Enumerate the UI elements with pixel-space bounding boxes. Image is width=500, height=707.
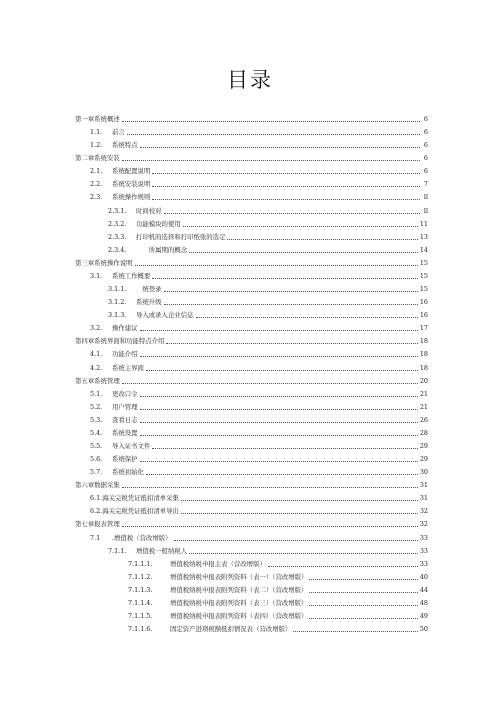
toc-dot-leader — [127, 134, 420, 135]
toc-entry[interactable] — [108, 245, 428, 256]
toc-entry[interactable] — [75, 258, 428, 269]
toc-dot-leader — [140, 435, 418, 436]
toc-entry[interactable] — [90, 454, 428, 465]
toc-dot-leader — [174, 540, 418, 541]
toc-entry-label: 导入或录入企业信息 — [136, 311, 194, 320]
toc-entry-page: 31 — [419, 481, 428, 490]
toc-entry[interactable] — [90, 441, 428, 452]
toc-dot-leader — [140, 422, 418, 423]
toc-entry-number: 5.6. — [90, 455, 103, 464]
toc-entry-label: 第六章数据采集 — [75, 481, 120, 490]
toc-entry[interactable] — [90, 271, 428, 282]
toc-entry[interactable] — [75, 519, 428, 530]
toc-dot-leader — [189, 553, 418, 554]
toc-title: 目录 — [227, 68, 273, 92]
toc-entry-number: 2.1. — [90, 167, 103, 176]
toc-entry-number: 3.1. — [90, 271, 103, 280]
toc-entry-label: 第二章系统安装 — [75, 154, 120, 163]
toc-entry[interactable] — [108, 232, 428, 243]
toc-entry-label: 6.2.海关完税凭证抵扣清单导出 — [90, 507, 179, 516]
toc-entry-page: 11 — [419, 219, 428, 228]
toc-entry-number: 2.3. — [90, 193, 103, 202]
toc-dot-leader — [122, 383, 418, 384]
toc-entry-label: 固定资产进项税额抵扣情况表（营改增版） — [170, 625, 292, 634]
toc-entry-label: 增值税纳税申报表附列资料（表三）（营改增版） — [170, 598, 308, 607]
toc-entry-number: 3.1.2. — [108, 298, 127, 307]
toc-entry-page: 28 — [419, 428, 428, 437]
toc-entry-number: 7.1.1.3. — [128, 585, 153, 594]
toc-entry[interactable] — [90, 363, 428, 374]
toc-entry-number: 5.4. — [90, 428, 103, 437]
toc-entry-page: 40 — [419, 572, 428, 581]
toc-entry-label: 用户管理 — [112, 402, 138, 411]
toc-entry[interactable] — [75, 114, 428, 125]
toc-entry[interactable] — [90, 402, 428, 413]
toc-entry-number: 7.1 — [90, 533, 101, 542]
toc-dot-leader — [309, 605, 417, 606]
toc-entry-label: 第一章系统概述 — [75, 115, 120, 123]
toc-entry-label: 系统配置说明 — [112, 167, 151, 176]
toc-entry[interactable] — [108, 219, 428, 230]
toc-entry-label: 6.1.海关完税凭证抵扣清单采集 — [90, 494, 179, 503]
toc-dot-leader — [140, 396, 418, 397]
toc-entry[interactable] — [90, 493, 428, 504]
toc-entry[interactable] — [108, 284, 428, 295]
toc-entry-label: 系统初始化 — [112, 468, 144, 477]
toc-dot-leader — [146, 370, 418, 371]
toc-dot-leader — [166, 343, 417, 344]
toc-entry-page: 6 — [423, 115, 428, 123]
toc-entry-page: 13 — [419, 232, 428, 241]
toc-entry-page: 17 — [419, 324, 428, 333]
toc-dot-leader — [293, 631, 417, 632]
toc-entry-label: 系统设置 — [112, 428, 138, 437]
toc-entry-page: 49 — [419, 612, 428, 621]
toc-dot-leader — [140, 147, 420, 148]
toc-entry[interactable] — [90, 389, 428, 400]
toc-entry-page: 18 — [419, 350, 428, 359]
toc-entry-page: 15 — [419, 258, 428, 267]
toc-entry-page: 7 — [423, 180, 428, 189]
toc-entry-page: 16 — [419, 311, 428, 320]
toc-entry-number: 4.1. — [90, 350, 103, 359]
toc-entry-label: 第七章报表管理 — [75, 520, 120, 529]
toc-entry-label: 更改口令 — [112, 389, 138, 398]
toc-dot-leader — [140, 330, 418, 331]
toc-entry-page: 33 — [419, 559, 428, 568]
toc-entry-label: 前言 — [112, 128, 125, 137]
toc-entry-number: 2.3.1. — [108, 206, 127, 215]
toc-entry-label: 第四章系统界面和功能特点介绍 — [75, 337, 165, 346]
toc-entry[interactable] — [90, 428, 428, 439]
toc-entry-number: 1.2. — [90, 141, 103, 150]
toc-entry-number: 2.2. — [90, 180, 103, 189]
toc-entry[interactable] — [90, 127, 428, 138]
toc-entry-label: 查看日志 — [112, 415, 138, 424]
toc-entry-label: 操作建议 — [112, 324, 138, 333]
toc-entry-label: 第五章系统管理 — [75, 376, 120, 385]
toc-entry-number: 7.1.1.5. — [128, 612, 153, 621]
toc-entry-page: 18 — [419, 363, 428, 372]
toc-entry-page: 29 — [419, 442, 428, 450]
toc-entry-number: 2.3.4. — [108, 245, 127, 254]
toc-dot-leader — [122, 487, 418, 488]
toc-entry[interactable] — [128, 585, 428, 596]
toc-dot-leader — [152, 186, 420, 187]
toc-dot-leader — [164, 304, 418, 305]
toc-entry-label: 时间校对 — [136, 206, 162, 215]
toc-entry[interactable] — [108, 297, 428, 308]
toc-dot-leader — [309, 592, 417, 593]
toc-dot-leader — [196, 317, 418, 318]
toc-dot-leader — [122, 160, 420, 161]
toc-entry[interactable] — [75, 336, 428, 347]
toc-dot-leader — [152, 173, 420, 174]
toc-entry-page: 33 — [419, 546, 428, 555]
toc-entry[interactable] — [90, 140, 428, 151]
toc-entry[interactable] — [90, 467, 428, 478]
toc-entry[interactable] — [90, 179, 428, 190]
toc-dot-leader — [189, 252, 418, 253]
toc-entry-page: ll — [423, 206, 428, 215]
toc-entry-page: 33 — [419, 533, 428, 542]
toc-entry-page: 26 — [419, 415, 428, 424]
toc-entry-number: 4.2. — [90, 363, 103, 372]
toc-entry-page: 6 — [423, 154, 428, 163]
toc-entry[interactable] — [90, 349, 428, 360]
toc-dot-leader — [164, 291, 418, 292]
toc-entry-label: 增值税纳税申报主表（营改增版） — [170, 559, 266, 568]
toc-dot-leader — [164, 213, 420, 214]
toc-entry[interactable] — [128, 624, 428, 635]
toc-entry-page: 21 — [419, 389, 428, 398]
toc-entry-page: 32 — [419, 507, 428, 516]
toc-entry-page: 31 — [419, 494, 428, 503]
toc-dot-leader — [152, 199, 420, 200]
toc-dot-leader — [227, 239, 417, 240]
toc-entry-number: 3.1.1. — [108, 285, 127, 294]
toc-entry-number: 7.1.1.1. — [128, 559, 153, 568]
toc-dot-leader — [135, 265, 418, 266]
toc-entry[interactable] — [90, 192, 428, 203]
toc-entry-label: .增值税（营改增版） — [112, 533, 172, 542]
toc-dot-leader — [140, 356, 418, 357]
toc-entry-page: 48 — [419, 598, 428, 607]
toc-entry-label: 增值税纳税申报表附列资料（表四）（营改增版） — [170, 612, 308, 621]
toc-entry[interactable] — [90, 166, 428, 177]
toc-dot-leader — [181, 513, 418, 514]
toc-entry[interactable] — [90, 506, 428, 517]
toc-entry-label: 功能模块的使用 — [136, 219, 181, 228]
toc-entry-number: 5.3. — [90, 415, 103, 424]
toc-entry-label: 导入证书文件 — [112, 442, 151, 450]
toc-entry-page: 18 — [419, 337, 428, 346]
toc-entry[interactable] — [128, 559, 428, 570]
toc-entry-number: 2.3.2. — [108, 219, 127, 228]
toc-entry-label: 增值税一般纳税人 — [136, 546, 188, 555]
toc-entry-page: 21 — [419, 402, 428, 411]
toc-entry-label: 第三章系统操作说明 — [75, 258, 133, 267]
toc-dot-leader — [181, 500, 418, 501]
toc-entry-page: 44 — [419, 585, 428, 594]
toc-entry-number: 5.2. — [90, 402, 103, 411]
toc-entry-page: 20 — [419, 376, 428, 385]
toc-entry-number: 7.1.1.2. — [128, 572, 153, 581]
toc-entry-page: 16 — [419, 298, 428, 307]
toc-entry-number: 5.7. — [90, 468, 103, 477]
toc-entry-label: 打印机的选择和打印纸张的选定 — [136, 232, 226, 241]
toc-entry-label: 增值税纳税申报表附列资料（表一）（营改增版） — [170, 572, 308, 581]
toc-entry-page: 32 — [419, 520, 428, 529]
toc-entry[interactable] — [90, 323, 428, 334]
toc-dot-leader — [122, 121, 420, 122]
toc-entry-number: 3.1.3. — [108, 311, 127, 320]
toc-entry-label: 系统操作规则 — [112, 193, 151, 202]
toc-entry-page: 6 — [423, 128, 428, 137]
toc-entry-label: 系统工作概要 — [112, 271, 151, 280]
toc-entry-label: 系统安装说明 — [112, 180, 151, 189]
toc-entry-page: 14 — [419, 245, 428, 254]
toc-entry[interactable] — [128, 598, 428, 609]
toc-entry-number: 2.3.3. — [108, 232, 127, 241]
toc-entry[interactable] — [75, 376, 428, 387]
toc-entry-number: 5.5. — [90, 442, 103, 450]
toc-entry-page: 15 — [419, 271, 428, 280]
toc-entry[interactable] — [90, 415, 428, 426]
toc-entry[interactable] — [75, 153, 428, 164]
toc-dot-leader — [122, 526, 418, 527]
toc-entry[interactable] — [128, 572, 428, 583]
toc-entry-number: 3.2. — [90, 324, 103, 333]
toc-entry-label: 统登录 — [136, 285, 162, 294]
toc-entry[interactable] — [108, 310, 428, 321]
toc-entry-page: 30 — [419, 468, 428, 477]
toc-entry[interactable] — [108, 546, 428, 557]
toc-dot-leader — [152, 448, 418, 449]
toc-dot-leader — [152, 278, 418, 279]
toc-entry-page: 50 — [419, 625, 428, 634]
toc-entry-number: 7.1.1.6. — [128, 625, 153, 634]
toc-entry-label: 所属期的概念 — [136, 245, 188, 254]
toc-entry-label: 系统特点 — [112, 141, 138, 150]
toc-entry[interactable] — [75, 480, 428, 491]
toc-entry-page: 29 — [419, 455, 428, 464]
toc-entry-label: 系统主界面 — [112, 363, 144, 372]
toc-dot-leader — [309, 618, 417, 619]
toc-dot-leader — [140, 461, 418, 462]
toc-dot-leader — [268, 566, 418, 567]
toc-entry-number: 7.1.1.4. — [128, 598, 153, 607]
toc-entry-label: 系统保护 — [112, 455, 138, 464]
toc-entry[interactable] — [128, 611, 428, 622]
toc-entry-page: ll — [423, 193, 428, 202]
toc-dot-leader — [309, 579, 417, 580]
toc-entry-label: 增值税纳税申报表附列资料（表二）（营改增版） — [170, 585, 308, 594]
toc-dot-leader — [146, 474, 418, 475]
toc-entry-number: 7.1.1. — [108, 546, 127, 555]
toc-entry-label: 系统升级 — [136, 298, 162, 307]
toc-entry-page: 6 — [423, 141, 428, 150]
toc-entry[interactable] — [90, 533, 428, 544]
toc-entry-number: 5.1. — [90, 389, 103, 398]
toc-entry-number: 1.1. — [90, 128, 103, 137]
toc-entry-page: 15 — [419, 285, 428, 294]
toc-entry-page: 6 — [423, 167, 428, 176]
toc-dot-leader — [183, 226, 418, 227]
toc-entry[interactable] — [108, 206, 428, 217]
toc-dot-leader — [140, 409, 418, 410]
toc-entry-label: 功能介绍 — [112, 350, 138, 359]
